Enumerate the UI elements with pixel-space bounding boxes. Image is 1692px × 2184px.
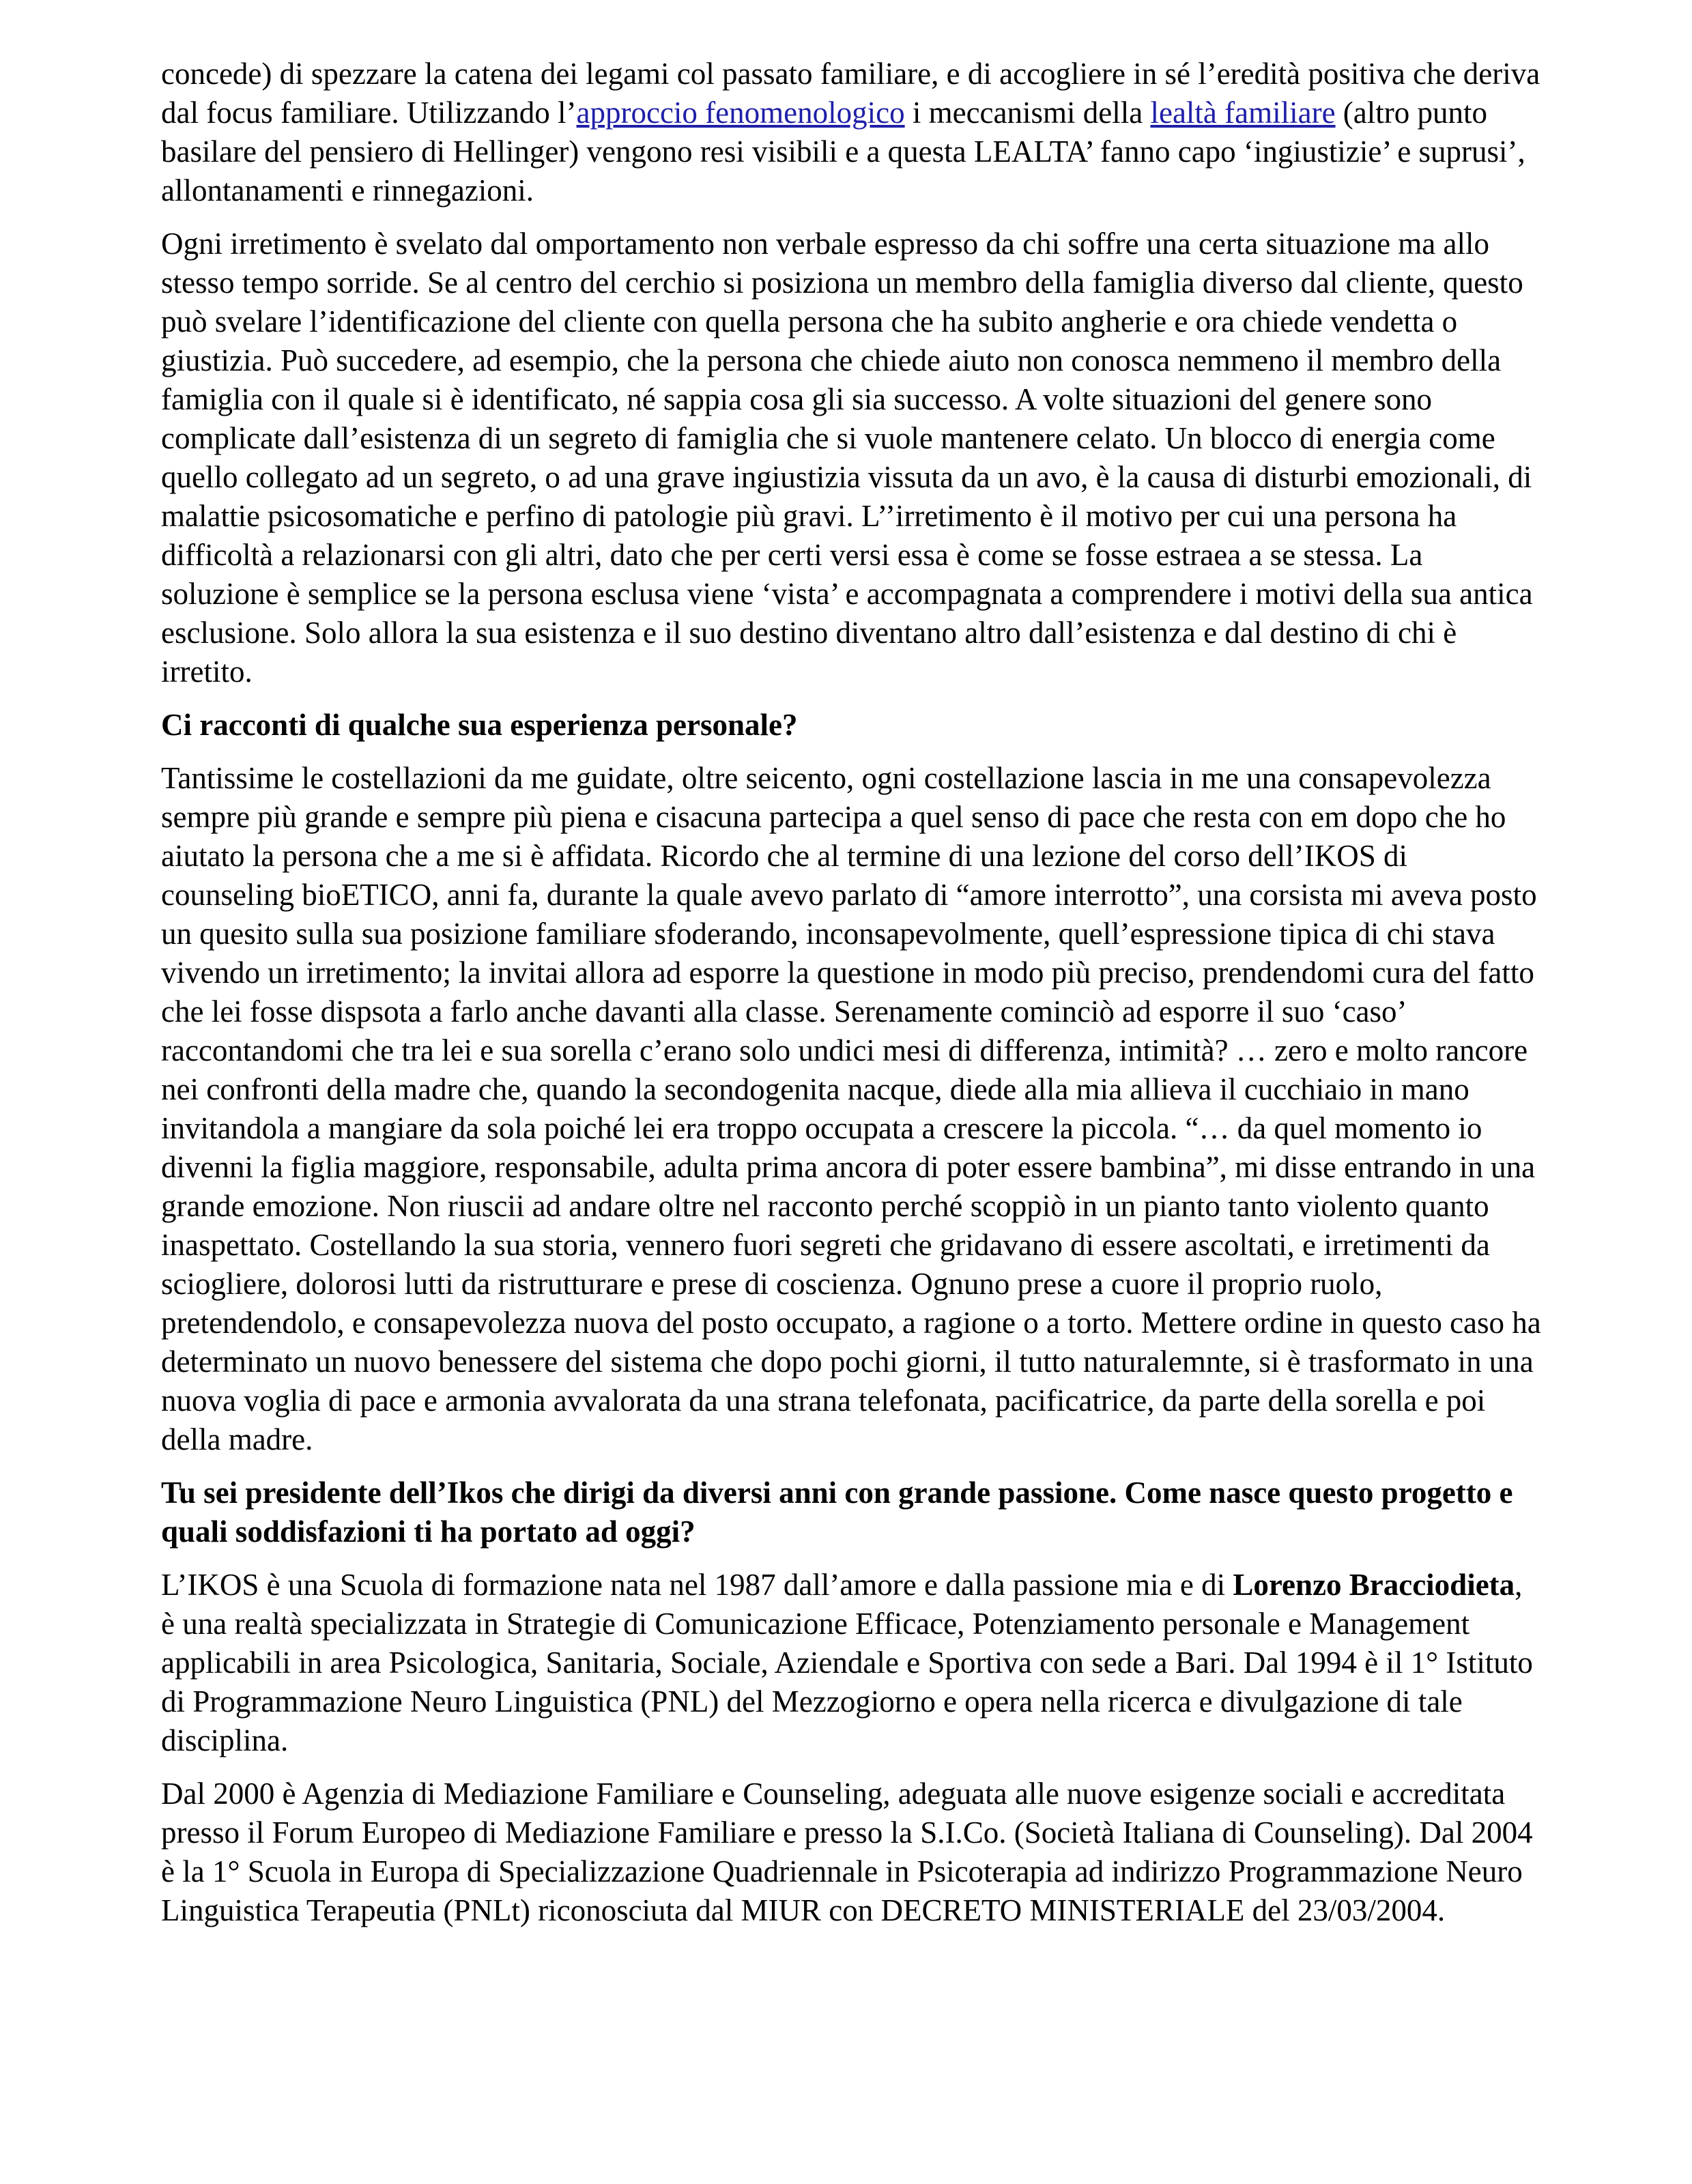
paragraph-text: concede) di spezzare la catena dei legami col passato familiare, e di accogliere in sé l’eredità positiva che deriva dal focus familiare. Utilizzando l’ (161, 57, 1540, 130)
paragraph-text: i meccanismi della (904, 96, 1151, 130)
link-approccio-fenomenologico[interactable]: approccio fenomenologico (576, 96, 905, 130)
paragraph-irretimento: Ogni irretimento è svelato dal omportamento non verbale espresso da chi soffre una certa situazione ma allo stesso tempo sorride. Se al centro del cerchio si posiziona un membro della famiglia diverso dal cliente, questo può svelare l’identificazione del cliente con quella persona che ha subito angherie e ora chiede vendetta o giustizia. Può succedere, ad esempio, che la persona che chiede aiuto non conosca nemmeno il membro della famiglia con il quale si è identificato, né sappia cosa gli sia successo. A volte situazioni del genere sono complicate dall’esistenza di un segreto di famiglia che si vuole mantenere celato. Un blocco di energia come quello collegato ad un segreto, o ad una grave ingiustizia vissuta da un avo, è la causa di disturbi emozionali, di malattie psicosomatiche e perfino di patologie più gravi. L’’irretimento è il motivo per cui una persona ha difficoltà a relazionarsi con gli altri, dato che per certi versi essa è come se fosse estraea a se stessa. La soluzione è semplice se la persona esclusa viene ‘vista’ e accompagnata a comprendere i motivi della sua antica esclusione. Solo allora la sua esistenza e il suo destino diventano altro dall’esistenza e dal destino di chi è irretito. (161, 227, 1533, 689)
link-lealta-familiare[interactable]: lealtà familiare (1150, 96, 1336, 130)
paragraph-text: (altro punto basilare del pensiero di Hellinger) vengono resi visibili e a questa LEALTA’ fanno capo ‘ingiustizie’ e suprusi’, allontanamenti e rinnegazioni. (161, 96, 1525, 207)
paragraph-text: L’IKOS è una Scuola di formazione nata nel 1987 dall’amore e dalla passione mia e di (161, 1568, 1233, 1602)
question-heading-ikos: Tu sei presidente dell’Ikos che dirigi da diversi anni con grande passione. Come nasce questo progetto e quali soddisfazioni ti ha portato ad oggi? (161, 1476, 1513, 1549)
paragraph-experience: Tantissime le costellazioni da me guidate, oltre seicento, ogni costellazione lascia in me una consapevolezza sempre più grande e sempre più piena e cisacuna partecipa a quel senso di pace che resta con em dopo che ho aiutato la persona che a me si è affidata. Ricordo che al termine di una lezione del corso dell’IKOS di counseling bioETICO, anni fa, durante la quale avevo parlato di “amore interrotto”, una corsista mi aveva posto un quesito sulla sua posizione familiare sfoderando, inconsapevolmente, quell’espressione tipica di chi stava vivendo un irretimento; la invitai allora ad esporre la questione in modo più preciso, prendendomi cura del fatto che lei fosse dispsota a farlo anche davanti alla classe. Serenamente cominciò ad esporre il suo ‘caso’ raccontandomi che tra lei e sua sorella c’erano solo undici mesi di differenza, intimità? … zero e molto rancore nei confronti della madre che, quando la secondogenita nacque, diede alla mia allieva il cucchiaio in mano invitandola a mangiare da sola poiché lei era troppo occupata a crescere la piccola. “… da quel momento io divenni la figlia maggiore, responsabile, adulta prima ancora di poter essere bambina”, mi disse entrando in una grande emozione. Non riuscii ad andare oltre nel racconto perché scoppiò in un pianto tanto violento quanto inaspettato. Costellando la sua storia, vennero fuori segreti che gridavano di essere ascoltati, e irretimenti da sciogliere, dolorosi lutti da ristrutturare e prese di coscienza. Ognuno prese a cuore il proprio ruolo, pretendendolo, e consapevolezza nuova del posto occupato, a ragione o a torto. Mettere ordine in questo caso ha determinato un nuovo benessere del sistema che dopo pochi giorni, il tutto naturalemnte, si è trasformato in una nuova voglia di pace e armonia avvalorata da una strana telefonata, pacificatrice, da parte della sorella e poi della madre. (161, 761, 1541, 1456)
paragraph-loyalty (161, 55, 1542, 210)
paragraph-ikos-origin (161, 1566, 1542, 1760)
bold-name: Lorenzo Bracciodieta (1233, 1568, 1515, 1602)
paragraph-text: , è una realtà specializzata in Strategie di Comunicazione Efficace, Potenziamento personale e Management applicabili in area Psicologica, Sanitaria, Sociale, Aziendale e Sportiva con sede a Bari. Dal 1994 è il 1° Istituto di Programmazione Neuro Linguistica (PNL) del Mezzogiorno e opera nella ricerca e divulgazione di tale disciplina. (161, 1568, 1533, 1757)
question-heading-experience: Ci racconti di qualche sua esperienza personale? (161, 708, 798, 742)
paragraph-ikos-agency: Dal 2000 è Agenzia di Mediazione Familiare e Counseling, adeguata alle nuove esigenze sociali e accreditata presso il Forum Europeo di Mediazione Familiare e presso la S.I.Co. (Società Italiana di Counseling). Dal 2004 è la 1° Scuola in Europa di Specializzazione Quadriennale in Psicoterapia ad indirizzo Programmazione Neuro Linguistica Terapeutia (PNLt) riconosciuta dal MIUR con DECRETO MINISTERIALE del 23/03/2004. (161, 1777, 1533, 1927)
